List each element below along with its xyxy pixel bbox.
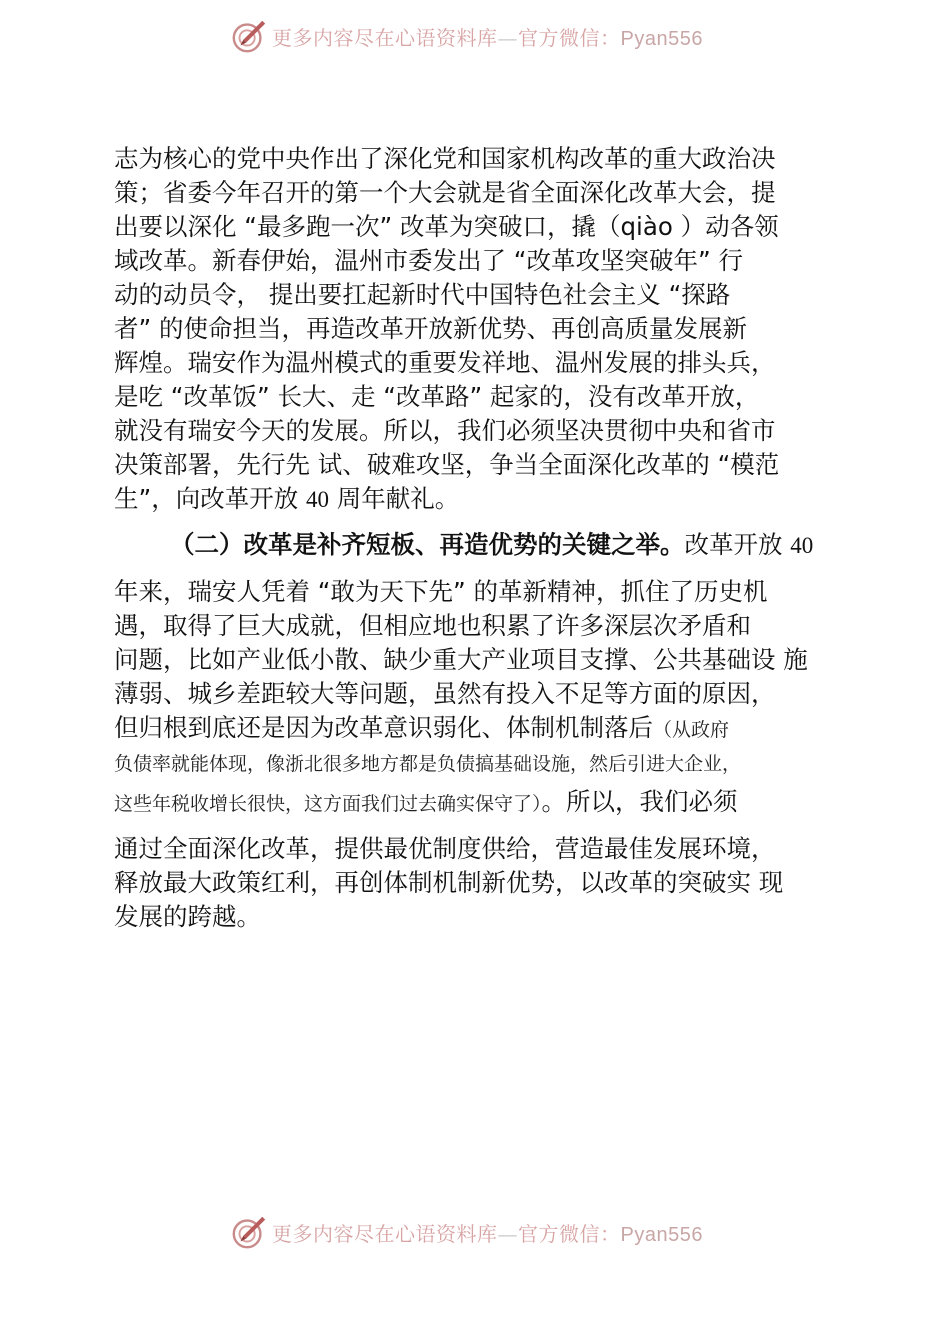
paragraph-line: 辉煌。瑞安作为温州模式的重要发祥地、温州发展的排头兵， [114, 348, 776, 377]
paragraph-mixed-line [114, 711, 854, 745]
header-wechat-label: 官方微信： [518, 25, 621, 50]
paragraph-line: 是吃 “改革饭” 长大、走 “改革路” 起家的，没有改革开放， [114, 382, 760, 411]
paragraph-1 [114, 142, 854, 516]
text-fragment: 改革开放 [684, 530, 791, 559]
small-text-fragment: （从政府 [653, 720, 730, 741]
paragraph-line: 发展的跨越。 [114, 902, 261, 931]
paragraph-line: 就没有瑞安今天的发展。所以，我们必须坚决贯彻中央和省市 [114, 416, 776, 445]
pen-logo-icon [230, 17, 268, 55]
paragraph-line: 出要以深化 “最多跑一次” 改革为突破口，撬（qiào ）动各领 [114, 212, 779, 241]
paragraph-line: 通过全面深化改革，提供最优制度供给，营造最佳发展环境， [114, 834, 776, 863]
text-fragment: 生”，向改革开放 [114, 484, 306, 513]
number-fragment: 40 [305, 487, 329, 512]
paragraph-last-line [114, 482, 854, 516]
section-heading-line [114, 528, 854, 562]
paragraph-line: 年来，瑞安人凭着 “敢为天下先” 的革新精神，抓住了历史机 [114, 577, 768, 606]
paragraph-line: 策；省委今年召开的第一个大会就是省全面深化改革大会，提 [114, 178, 776, 207]
header-banner [230, 16, 703, 56]
paragraph-2 [114, 528, 854, 934]
section-heading: （二）改革是补齐短板、再造优势的关键之举。 [170, 530, 685, 559]
text-fragment: 。所以，我们必须 [541, 787, 738, 816]
text-fragment: 但归根到底还是因为改革意识弱化、体制机制落后 [114, 713, 653, 742]
paragraph-line: 遇，取得了巨大成就，但相应地也积累了许多深层次矛盾和 [114, 611, 751, 640]
text-fragment: 周年献礼。 [328, 484, 460, 513]
header-brand: 更多内容尽在心语资料库 [272, 25, 498, 50]
footer-text [272, 1218, 703, 1247]
header-wechat-id: Pyan556 [620, 27, 703, 50]
small-text-line: 负债率就能体现，像浙北很多地方都是负债搞基础设施，然后引进大企业， [114, 754, 742, 775]
header-text [272, 22, 703, 51]
paragraph-line: 者” 的使命担当，再造改革开放新优势、再创高质量发展新 [114, 314, 747, 343]
paragraph-line: 动的动员令， 提出要扛起新时代中国特色社会主义 “探路 [114, 280, 731, 309]
footer-wechat-label: 官方微信： [518, 1221, 621, 1246]
footer-brand: 更多内容尽在心语资料库 [272, 1221, 498, 1246]
small-text-fragment: 这些年税收增长很快，这方面我们过去确实保守了） [114, 794, 542, 815]
footer-wechat-id: Pyan556 [620, 1223, 703, 1246]
paragraph-mixed-line [114, 785, 854, 819]
paragraph-line: 问题，比如产业低小散、缺少重大产业项目支撑、公共基础设 施 [114, 645, 808, 674]
pen-logo-icon [230, 1213, 268, 1251]
footer-separator: — [497, 1221, 518, 1246]
footer-banner [230, 1212, 703, 1252]
header-separator: — [497, 25, 518, 50]
paragraph-line: 志为核心的党中央作出了深化党和国家机构改革的重大政治决 [114, 144, 776, 173]
paragraph-line: 薄弱、城乡差距较大等问题，虽然有投入不足等方面的原因， [114, 679, 776, 708]
paragraph-line: 域改革。新春伊始，温州市委发出了 “改革攻坚突破年” 行 [114, 246, 743, 275]
paragraph-line: 决策部署，先行先 试、破难攻坚，争当全面深化改革的 “模范 [114, 450, 780, 479]
paragraph-line: 释放最大政策红利，再创体制机制新优势，以改革的突破实 现 [114, 868, 784, 897]
number-fragment: 40 [790, 533, 814, 558]
